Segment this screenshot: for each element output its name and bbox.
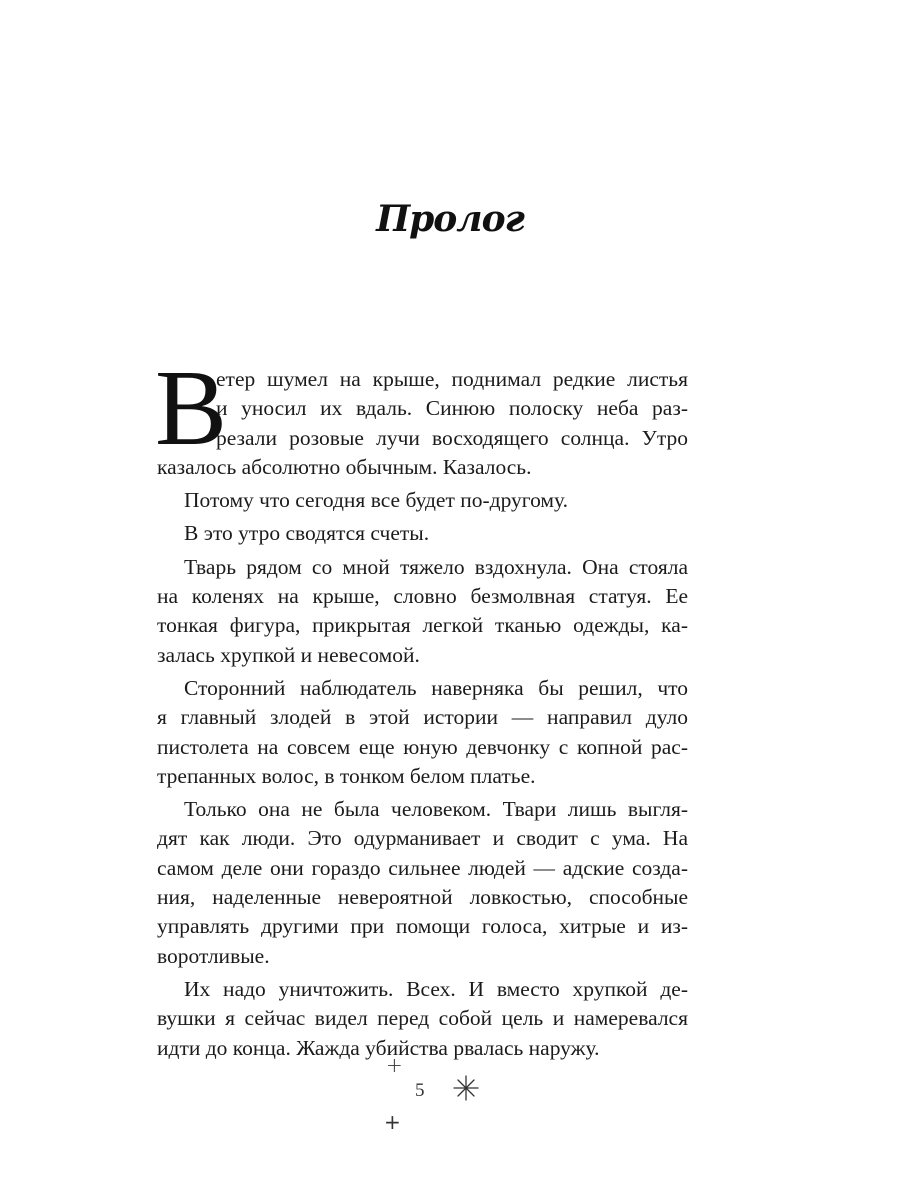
text-line: тонкая фигура, прикрытая легкой тканью одежды, ка- <box>157 613 688 638</box>
text-line: я главный злодей в этой истории — направил дуло <box>157 705 688 730</box>
text-line: управлять другими при помощи голоса, хитрые и из- <box>157 914 688 939</box>
text-line: резали розовые лучи восходящего солнца. Утро <box>216 425 688 450</box>
text-line: Только она не была человеком. Твари лишь выгля- <box>184 797 688 822</box>
star-ornament-icon <box>452 1074 480 1102</box>
text-line: Их надо уничтожить. Всех. И вместо хрупкой де- <box>184 976 688 1001</box>
text-line: идти до конца. Жажда убийства рвалась наружу. <box>157 1035 600 1060</box>
text-line: на коленях на крыше, словно безмолвная статуя. Ее <box>157 584 688 609</box>
text-line: воротливые. <box>157 943 270 968</box>
text-line: вушки я сейчас видел перед собой цель и намеревался <box>157 1006 688 1031</box>
text-line: трепанных волос, в тонком белом платье. <box>157 763 536 788</box>
drop-cap: В <box>155 349 228 468</box>
text-line: казалось абсолютно обычным. Казалось. <box>157 454 532 479</box>
chapter-title: Пролог <box>376 198 524 240</box>
text-line: залась хрупкой и невесомой. <box>157 642 420 667</box>
text-line: ния, наделенные невероятной ловкостью, способные <box>157 885 688 910</box>
text-line: В это утро сводятся счеты. <box>184 521 430 546</box>
text-line: етер шумел на крыше, поднимал редкие листья <box>216 367 688 391</box>
plus-ornament-icon: + <box>386 1053 403 1077</box>
page-number: 5 <box>415 1080 425 1101</box>
text-line: Потому что сегодня все будет по-другому. <box>184 488 568 513</box>
plus-ornament-icon: + <box>384 1110 401 1134</box>
body-text <box>155 349 688 1063</box>
text-line: пистолета на совсем еще юную девчонку с копной рас- <box>157 734 688 759</box>
text-line: дят как люди. Это одурманивает и сводит с ума. На <box>157 826 688 851</box>
text-line: Тварь рядом со мной тяжело вздохнула. Она стояла <box>184 554 688 579</box>
text-line: и уносил их вдаль. Синюю полоску неба раз- <box>216 396 688 421</box>
text-line: Сторонний наблюдатель наверняка бы решил, что <box>184 675 688 700</box>
text-line: самом деле они гораздо сильнее людей — адские созда- <box>157 855 688 880</box>
